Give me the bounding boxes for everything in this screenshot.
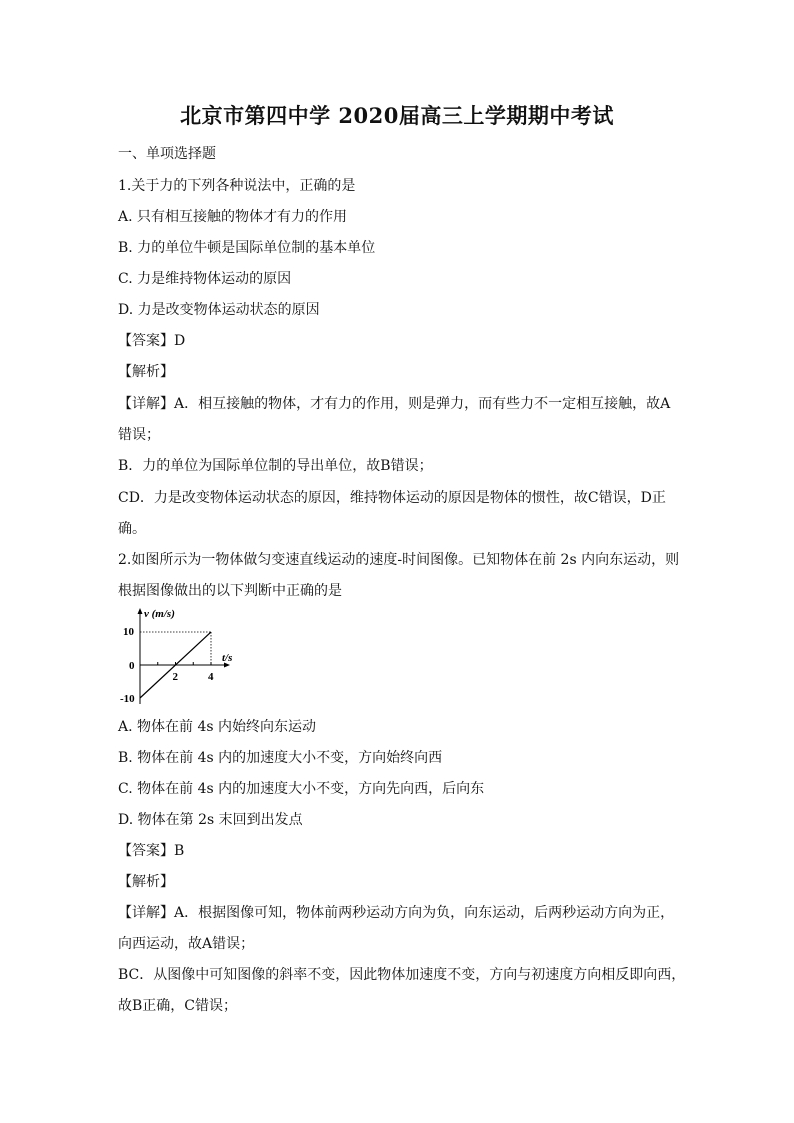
q2-option-d: D. 物体在第 2s 末回到出发点 [118, 812, 303, 828]
velocity-time-chart [118, 604, 244, 716]
y-axis-label: v (m/s) [144, 608, 175, 620]
q2-stem-line: 2.如图所示为一物体做匀变速直线运动的速度-时间图像。已知物体在前 2s 内向东运动，则 [118, 552, 680, 568]
q2-detail-line: 向西运动，故A错误； [118, 936, 255, 952]
page-title: 北京市第四中学 2020届高三上学期期中考试 [180, 103, 614, 128]
q1-option-d: D. 力是改变物体运动状态的原因 [118, 302, 320, 318]
q1-detail-line: 确。 [118, 521, 146, 537]
q1-analysis-label: 【解析】 [118, 364, 174, 380]
q2-answer: 【答案】B [118, 843, 185, 859]
y-axis-arrow [138, 608, 143, 614]
y-tick-label-minus10: -10 [120, 693, 135, 705]
q1-stem: 1.关于力的下列各种说法中，正确的是 [118, 178, 356, 194]
q1-detail-line: 错误； [118, 427, 160, 443]
section-heading: 一、单项选择题 [118, 146, 216, 162]
q2-option-c: C. 物体在前 4s 内的加速度大小不变，方向先向西，后向东 [118, 781, 485, 797]
q1-detail-line: 【详解】A．相互接触的物体，才有力的作用，则是弹力，而有些力不一定相互接触，故A [118, 396, 671, 412]
q1-option-b: B. 力的单位牛顿是国际单位制的基本单位 [118, 240, 376, 256]
q2-stem-line: 根据图像做出的以下判断中正确的是 [118, 583, 342, 599]
q1-answer: 【答案】D [118, 333, 186, 349]
x-tick-label-4: 4 [208, 671, 214, 683]
q1-detail-line: CD．力是改变物体运动状态的原因，维持物体运动的原因是物体的惯性，故C错误，D正 [118, 490, 666, 506]
q1-option-c: C. 力是维持物体运动的原因 [118, 271, 292, 287]
x-axis-label: t/s [222, 652, 233, 664]
y-tick-label-10: 10 [123, 626, 134, 638]
q2-detail-line: BC．从图像中可知图像的斜率不变，因此物体加速度不变，方向与初速度方向相反即向西， [118, 967, 686, 983]
x-tick-label-2: 2 [172, 671, 178, 683]
q2-option-b: B. 物体在前 4s 内的加速度大小不变，方向始终向西 [118, 750, 443, 766]
q2-detail-line: 故B正确，C错误； [118, 998, 237, 1014]
q1-option-a: A. 只有相互接触的物体才有力的作用 [118, 209, 348, 225]
q1-detail-line: B．力的单位为国际单位制的导出单位，故B错误； [118, 458, 433, 474]
q2-option-a: A. 物体在前 4s 内始终向东运动 [118, 719, 317, 735]
q2-analysis-label: 【解析】 [118, 874, 174, 890]
q2-detail-line: 【详解】A．根据图像可知，物体前两秒运动方向为负，向东运动，后两秒运动方向为正， [118, 905, 675, 921]
y-tick-label-0: 0 [129, 660, 135, 672]
